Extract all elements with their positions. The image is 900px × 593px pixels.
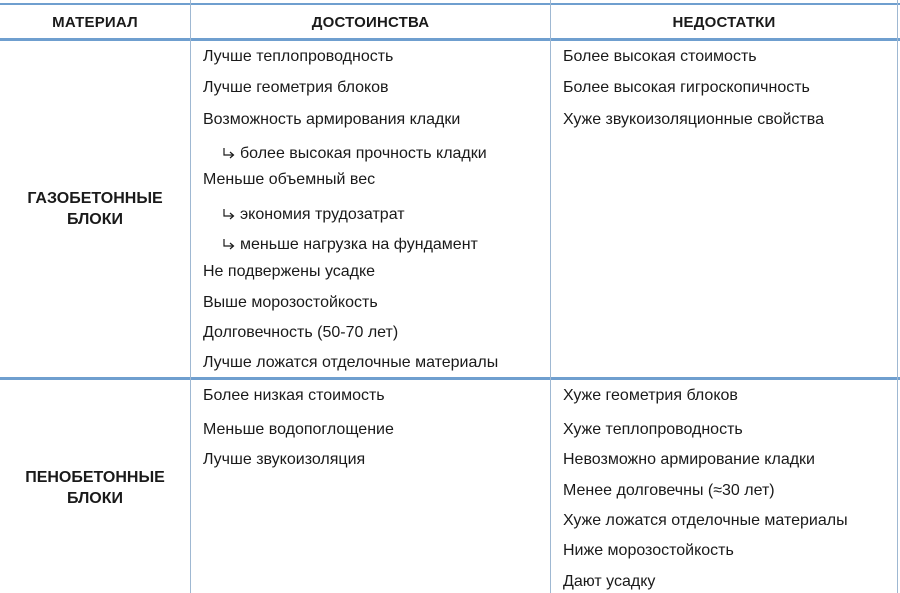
pros-item: Долговечность (50-70 лет) — [203, 324, 399, 341]
cons-item: Менее долговечны (≈30 лет) — [563, 482, 775, 499]
header-rule — [0, 38, 900, 41]
pros-item: Лучше теплопроводность — [203, 48, 394, 65]
hooked-arrow-icon — [221, 207, 237, 223]
cons-item: Ниже морозостойкость — [563, 542, 734, 559]
pros-subitem — [221, 144, 487, 164]
pros-item: Меньше объемный вес — [203, 171, 376, 188]
pros-item: Выше морозостойкость — [203, 294, 378, 311]
pros-item: Не подвержены усадке — [203, 263, 376, 280]
pros-item: Лучше геометрия блоков — [203, 79, 389, 96]
pros-subitem — [221, 235, 478, 255]
header-material: МАТЕРИАЛ — [52, 13, 138, 31]
material-name-line: БЛОКИ — [66, 211, 124, 228]
pros-subitem — [221, 205, 405, 225]
material-name-aerated — [0, 188, 190, 230]
pros-item: Меньше водопоглощение — [203, 421, 394, 438]
column-divider — [897, 0, 898, 593]
material-name-line: БЛОКИ — [66, 490, 124, 507]
pros-item: Лучше ложатся отделочные материалы — [203, 354, 499, 371]
cons-item: Хуже теплопроводность — [563, 421, 743, 438]
cons-item: Более высокая стоимость — [563, 48, 757, 65]
row-divider — [0, 377, 900, 380]
cons-item: Хуже звукоизоляционные свойства — [563, 111, 824, 128]
cons-item: Дают усадку — [563, 573, 656, 590]
table-top-rule — [0, 3, 900, 5]
header-pros: ДОСТОИНСТВА — [311, 13, 430, 31]
pros-subitem-label: более высокая прочность кладки — [240, 145, 487, 162]
header-cons: НЕДОСТАТКИ — [672, 13, 776, 31]
pros-item: Возможность армирования кладки — [203, 111, 461, 128]
hooked-arrow-icon — [221, 146, 237, 162]
cons-item: Хуже геометрия блоков — [563, 387, 738, 404]
cons-item: Более высокая гигроскопичность — [563, 79, 810, 96]
cons-item: Хуже ложатся отделочные материалы — [563, 512, 848, 529]
hooked-arrow-icon — [221, 237, 237, 253]
material-name-foam — [0, 467, 190, 509]
pros-subitem-label: экономия трудозатрат — [240, 206, 405, 223]
cons-item: Невозможно армирование кладки — [563, 451, 815, 468]
material-name-line: ПЕНОБЕТОННЫЕ — [25, 469, 165, 486]
pros-subitem-label: меньше нагрузка на фундамент — [240, 236, 478, 253]
material-name-line: ГАЗОБЕТОННЫЕ — [27, 190, 163, 207]
column-divider — [550, 0, 551, 593]
column-divider — [190, 0, 191, 593]
pros-item: Лучше звукоизоляция — [203, 451, 366, 468]
pros-item: Более низкая стоимость — [203, 387, 385, 404]
